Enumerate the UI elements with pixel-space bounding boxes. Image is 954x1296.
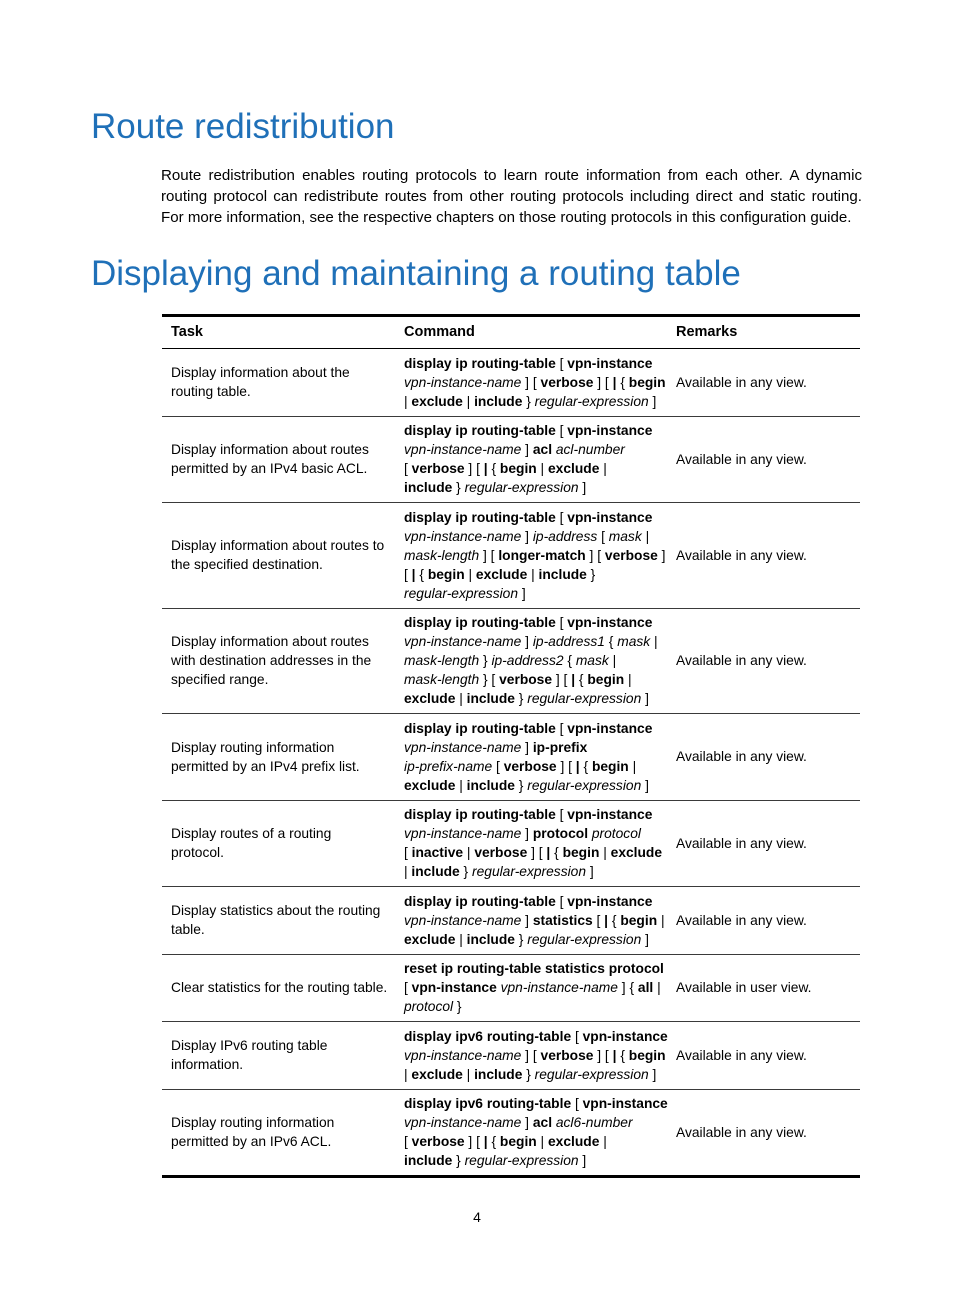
command-keyword: begin [499, 1134, 537, 1150]
command-keyword: vpn-instance [567, 807, 653, 823]
command-line [404, 565, 663, 584]
command-syntax: { [579, 758, 592, 774]
command-syntax: } [522, 393, 535, 409]
command-keyword: display ip routing-table [404, 893, 556, 909]
command-syntax: [ [555, 615, 568, 631]
section-heading-displaying-routing-table: Displaying and maintaining a routing table [91, 254, 741, 293]
command-argument: mask-length [404, 672, 480, 688]
command-syntax: ] [ [593, 374, 613, 390]
command-keyword: verbose [540, 1047, 594, 1063]
table-row [162, 416, 860, 503]
command-syntax: | [464, 566, 476, 582]
command-keyword: | [483, 461, 488, 477]
command-keyword: vpn-instance [411, 980, 497, 996]
command-argument: regular-expression [464, 1153, 579, 1169]
command-syntax: | [455, 931, 467, 947]
command-syntax: ] [ [585, 547, 605, 563]
task-cell: Display routing information permitted by an IPv6 ACL. [162, 1089, 395, 1177]
command-keyword: include [474, 1066, 523, 1082]
command-keyword: acl [532, 442, 553, 458]
command-line [404, 613, 663, 632]
command-cell [395, 608, 667, 714]
routing-table-commands [162, 314, 860, 1178]
command-syntax: ] [ [464, 461, 484, 477]
command-syntax: { [415, 566, 428, 582]
command-syntax: | [653, 980, 661, 996]
command-argument: vpn-instance-name [404, 739, 522, 755]
command-syntax: | [462, 1066, 475, 1082]
remarks-cell: Available in any view. [667, 800, 860, 887]
command-line [404, 892, 663, 911]
command-keyword: acl [532, 1115, 553, 1131]
command-syntax: [ [404, 845, 412, 861]
command-keyword: begin [427, 566, 465, 582]
command-syntax: [ [571, 1028, 583, 1044]
command-line [404, 978, 663, 997]
command-keyword: display ip routing-table [404, 423, 556, 439]
command-cell [395, 954, 667, 1022]
command-syntax: { [616, 1047, 629, 1063]
table-row [162, 503, 860, 609]
table-row [162, 608, 860, 714]
command-keyword: display ip routing-table [404, 355, 556, 371]
command-line [404, 1113, 663, 1132]
remarks-cell: Available in any view. [667, 1022, 860, 1090]
table-row [162, 1022, 860, 1090]
page-number: 4 [473, 1209, 481, 1225]
command-syntax: } [586, 566, 596, 582]
command-argument: protocol [404, 999, 454, 1015]
command-argument: vpn-instance-name [404, 912, 522, 928]
command-keyword: include [411, 864, 460, 880]
remarks-cell: Available in user view. [667, 954, 860, 1022]
command-line [404, 440, 663, 459]
command-keyword: reset ip routing-table statistics protocol [404, 961, 664, 977]
command-keyword: all [637, 980, 654, 996]
command-syntax: { [487, 461, 500, 477]
command-syntax: | [599, 461, 607, 477]
command-syntax: ] [521, 739, 533, 755]
command-keyword: include [466, 931, 515, 947]
command-line [404, 1065, 663, 1084]
command-syntax: ] [ [521, 374, 541, 390]
command-argument: regular-expression [527, 691, 642, 707]
command-syntax: [ [555, 355, 568, 371]
remarks-cell: Available in any view. [667, 349, 860, 417]
command-keyword: begin [628, 374, 666, 390]
command-argument: regular-expression [534, 393, 649, 409]
remarks-cell: Available in any view. [667, 714, 860, 801]
command-syntax: | [462, 393, 475, 409]
section-body-route-redistribution: Route redistribution enables routing protocols to learn route information from each other. A dynamic routing protocol can redistribute routes from other routing protocols including direct and static routing. For more information, see the respective chapters on those routing protocols in this configuration guide. [161, 167, 862, 226]
command-line [404, 670, 663, 689]
command-syntax: | [650, 634, 658, 650]
command-keyword: ip-prefix [532, 739, 588, 755]
command-keyword: verbose [499, 672, 553, 688]
command-argument: regular-expression [404, 585, 519, 601]
command-keyword: | [546, 845, 551, 861]
command-syntax: { [550, 845, 563, 861]
command-syntax: [ [404, 1134, 412, 1150]
command-syntax: ] [578, 1153, 587, 1169]
command-line [404, 1027, 668, 1046]
command-syntax: | [527, 566, 539, 582]
command-keyword: begin [591, 758, 629, 774]
command-keyword: | [612, 374, 617, 390]
command-syntax: ] [586, 864, 594, 880]
command-syntax: [ [404, 980, 412, 996]
remarks-cell: Available in any view. [667, 416, 860, 503]
command-syntax: [ [555, 423, 568, 439]
task-cell: Display routes of a routing protocol. [162, 800, 395, 887]
command-syntax: ] [521, 912, 533, 928]
command-syntax: } [459, 864, 472, 880]
section-heading-route-redistribution: Route redistribution [91, 107, 395, 146]
command-syntax: ] [641, 777, 649, 793]
task-cell: Clear statistics for the routing table. [162, 954, 395, 1022]
command-syntax: [ [404, 461, 412, 477]
command-syntax: | [599, 845, 611, 861]
command-syntax: } [452, 1153, 465, 1169]
command-argument: acl-number [552, 442, 625, 458]
command-keyword: exclude [475, 566, 528, 582]
command-syntax: ] [641, 931, 649, 947]
command-keyword: include [466, 777, 515, 793]
command-argument: regular-expression [464, 480, 579, 496]
command-syntax: ] [ [593, 1047, 613, 1063]
command-keyword: | [604, 912, 609, 928]
command-keyword: begin [562, 845, 600, 861]
command-syntax: [ [492, 758, 504, 774]
command-line [404, 997, 663, 1016]
table-row [162, 1089, 860, 1177]
command-argument: vpn-instance-name [404, 528, 522, 544]
command-syntax: ] [521, 634, 533, 650]
command-keyword: verbose [474, 845, 528, 861]
command-keyword: exclude [411, 393, 463, 409]
command-line [404, 546, 666, 565]
command-syntax: | [624, 672, 632, 688]
command-line [404, 776, 663, 795]
command-line [404, 354, 663, 373]
command-syntax: { [575, 672, 588, 688]
command-line [404, 373, 666, 392]
command-syntax: | [536, 1134, 548, 1150]
command-cell [395, 503, 667, 609]
command-line [404, 508, 663, 527]
command-argument: acl6-number [552, 1115, 633, 1131]
command-syntax: } [514, 931, 528, 947]
command-syntax: ] [ [527, 845, 547, 861]
command-keyword: protocol [532, 826, 589, 842]
command-keyword: exclude [547, 1134, 600, 1150]
command-argument: ip-address2 [491, 653, 564, 669]
command-line [404, 1132, 663, 1151]
table-header [162, 316, 860, 349]
command-keyword: display ipv6 routing-table [404, 1028, 572, 1044]
command-syntax: ] [521, 1115, 533, 1131]
command-syntax: [ [555, 720, 568, 736]
command-syntax: ] { [617, 980, 638, 996]
command-syntax: | [657, 912, 665, 928]
command-cell [395, 416, 667, 503]
remarks-cell: Available in any view. [667, 887, 860, 955]
command-cell [395, 1022, 667, 1090]
command-syntax: } [479, 653, 492, 669]
remarks-cell: Available in any view. [667, 503, 860, 609]
command-syntax: | [404, 864, 412, 880]
command-keyword: | [575, 758, 580, 774]
command-keyword: verbose [540, 374, 594, 390]
command-line [404, 632, 663, 651]
command-syntax: [ [555, 807, 568, 823]
command-keyword: vpn-instance [582, 1028, 668, 1044]
command-syntax: | [628, 758, 637, 774]
task-cell: Display information about the routing table. [162, 349, 395, 417]
command-syntax: { [563, 653, 576, 669]
command-syntax: ] [657, 547, 666, 563]
command-keyword: statistics [532, 912, 593, 928]
command-line [404, 757, 663, 776]
command-argument: vpn-instance-name [404, 1115, 522, 1131]
command-syntax: | [463, 845, 475, 861]
command-syntax: ] [521, 442, 533, 458]
command-keyword: exclude [404, 777, 456, 793]
command-keyword: vpn-instance [567, 423, 653, 439]
command-syntax: } [ [479, 672, 500, 688]
task-cell: Display information about routes to the specified destination. [162, 503, 395, 609]
command-syntax: ] [648, 393, 657, 409]
command-keyword: include [538, 566, 587, 582]
command-line [404, 862, 663, 881]
command-cell [395, 887, 667, 955]
command-syntax: | [404, 1066, 412, 1082]
command-syntax: | [608, 653, 617, 669]
command-keyword: vpn-instance [582, 1096, 668, 1112]
task-cell: Display information about routes permitted by an IPv4 basic ACL. [162, 416, 395, 503]
command-syntax: } [514, 777, 528, 793]
command-syntax: { [487, 1134, 500, 1150]
command-keyword: vpn-instance [567, 720, 653, 736]
command-argument: regular-expression [472, 864, 587, 880]
remarks-cell: Available in any view. [667, 1089, 860, 1177]
command-syntax: [ [597, 528, 609, 544]
command-line [404, 421, 663, 440]
command-line [404, 805, 663, 824]
task-cell: Display routing information permitted by an IPv4 prefix list. [162, 714, 395, 801]
command-line [404, 651, 663, 670]
command-argument: vpn-instance-name [404, 442, 522, 458]
table-row [162, 887, 860, 955]
command-syntax: } [453, 999, 462, 1015]
command-keyword: exclude [411, 1066, 463, 1082]
command-syntax: [ [555, 509, 568, 525]
command-syntax: ] [518, 585, 526, 601]
command-argument: vpn-instance-name [404, 374, 522, 390]
command-line [404, 824, 663, 843]
command-syntax: } [452, 480, 465, 496]
command-syntax: | [455, 691, 467, 707]
command-keyword: inactive [411, 845, 464, 861]
command-line [404, 459, 663, 478]
task-cell: Display IPv6 routing table information. [162, 1022, 395, 1090]
command-cell [395, 800, 667, 887]
command-argument: vpn-instance-name [404, 634, 522, 650]
command-syntax: | [599, 1134, 607, 1150]
command-keyword: include [404, 1153, 453, 1169]
command-keyword: begin [499, 461, 537, 477]
command-line [404, 689, 663, 708]
command-line [404, 1094, 668, 1113]
command-keyword: vpn-instance [567, 615, 653, 631]
command-syntax: { [604, 634, 618, 650]
routing-table-body [162, 349, 860, 1177]
command-syntax: ] [578, 480, 587, 496]
table-row [162, 714, 860, 801]
command-syntax: ] [ [479, 547, 499, 563]
command-keyword: display ipv6 routing-table [404, 1096, 572, 1112]
command-syntax: { [608, 912, 621, 928]
command-line [404, 392, 663, 411]
command-line [404, 478, 663, 497]
command-syntax: | [455, 777, 467, 793]
table-row [162, 349, 860, 417]
command-line [404, 584, 663, 603]
command-keyword: include [474, 393, 523, 409]
command-argument: vpn-instance-name [496, 980, 618, 996]
command-argument: ip-address [532, 528, 598, 544]
command-keyword: exclude [404, 691, 456, 707]
command-keyword: begin [620, 912, 658, 928]
command-argument: vpn-instance-name [404, 1047, 522, 1063]
command-keyword: vpn-instance [567, 893, 653, 909]
command-syntax: ] [ [464, 1134, 484, 1150]
command-argument: mask [617, 634, 651, 650]
command-argument: ip-address1 [532, 634, 605, 650]
command-syntax: | [536, 461, 548, 477]
command-syntax: [ [555, 893, 568, 909]
command-syntax: ] [ [556, 758, 576, 774]
command-syntax: ] [521, 528, 533, 544]
table-row [162, 800, 860, 887]
column-header-command: Command [395, 316, 667, 349]
remarks-cell: Available in any view. [667, 608, 860, 714]
command-keyword: exclude [404, 931, 456, 947]
command-argument: regular-expression [534, 1066, 649, 1082]
command-keyword: | [571, 672, 576, 688]
command-line [404, 911, 663, 930]
table-header-row [162, 316, 860, 349]
command-argument: ip-prefix-name [404, 758, 493, 774]
command-keyword: display ip routing-table [404, 807, 556, 823]
command-line [404, 1151, 663, 1170]
column-header-task: Task [162, 316, 395, 349]
command-syntax: [ [592, 912, 605, 928]
command-keyword: exclude [610, 845, 663, 861]
command-syntax: ] [ [521, 1047, 541, 1063]
table-row [162, 954, 860, 1022]
command-syntax: [ [404, 566, 412, 582]
task-cell: Display information about routes with destination addresses in the specified range. [162, 608, 395, 714]
command-argument: mask [575, 653, 609, 669]
command-line [404, 527, 663, 546]
task-cell: Display statistics about the routing table. [162, 887, 395, 955]
command-line [404, 1046, 666, 1065]
command-keyword: verbose [503, 758, 557, 774]
command-argument: regular-expression [527, 931, 642, 947]
command-keyword: longer-match [498, 547, 586, 563]
command-line [404, 738, 663, 757]
command-syntax: | [641, 528, 650, 544]
command-line [404, 959, 663, 978]
command-cell [395, 1089, 667, 1177]
command-syntax: ] [648, 1066, 657, 1082]
command-keyword: display ip routing-table [404, 615, 556, 631]
command-keyword: | [411, 566, 416, 582]
command-syntax: ] [641, 691, 649, 707]
command-keyword: include [404, 480, 453, 496]
command-line [404, 843, 663, 862]
command-keyword: begin [587, 672, 625, 688]
command-keyword: exclude [547, 461, 600, 477]
command-syntax: ] [ [552, 672, 572, 688]
command-syntax: | [404, 393, 412, 409]
command-syntax: } [514, 691, 528, 707]
command-keyword: verbose [411, 1134, 465, 1150]
command-keyword: vpn-instance [567, 355, 653, 371]
command-argument: protocol [588, 826, 641, 842]
command-cell [395, 349, 667, 417]
column-header-remarks: Remarks [667, 316, 860, 349]
command-line [404, 930, 663, 949]
command-keyword: include [466, 691, 515, 707]
command-argument: mask-length [404, 547, 480, 563]
command-argument: vpn-instance-name [404, 826, 522, 842]
command-syntax: ] [521, 826, 533, 842]
command-cell [395, 714, 667, 801]
command-keyword: vpn-instance [567, 509, 653, 525]
command-keyword: display ip routing-table [404, 720, 556, 736]
command-keyword: | [612, 1047, 617, 1063]
command-argument: mask-length [404, 653, 480, 669]
command-argument: mask [608, 528, 642, 544]
command-keyword: verbose [411, 461, 465, 477]
command-keyword: | [483, 1134, 488, 1150]
command-keyword: display ip routing-table [404, 509, 556, 525]
command-syntax: { [616, 374, 629, 390]
command-syntax: } [522, 1066, 535, 1082]
command-keyword: begin [628, 1047, 666, 1063]
command-argument: regular-expression [527, 777, 642, 793]
command-keyword: verbose [604, 547, 658, 563]
command-syntax: [ [571, 1096, 583, 1112]
command-line [404, 719, 663, 738]
